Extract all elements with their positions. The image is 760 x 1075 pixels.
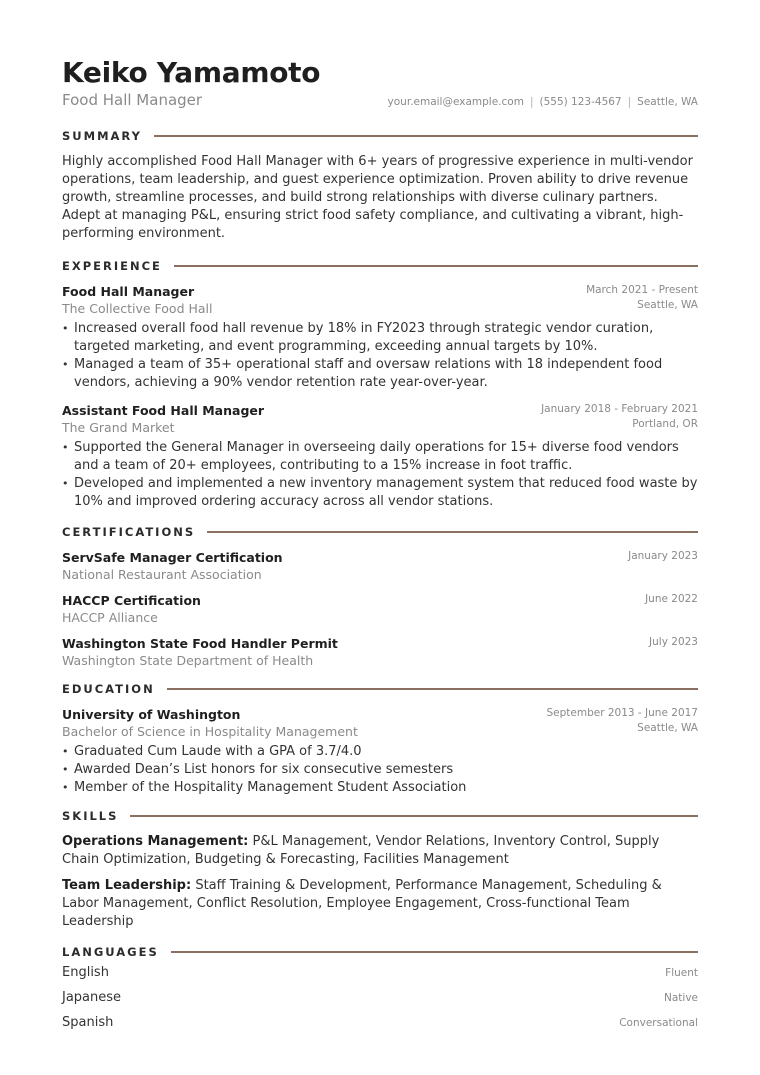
certification-entry bbox=[62, 592, 698, 627]
skill-group-text: Staff Training & Development, Performance Management, Scheduling & Labor Management, Conflict Resolution, Employee Engagement, Cross-functional Team Leadership bbox=[62, 878, 662, 929]
job-dates: January 2018 - February 2021 bbox=[541, 403, 698, 415]
language-name: Japanese bbox=[62, 990, 122, 1005]
job-location: Seattle, WA bbox=[637, 299, 698, 311]
language-row bbox=[62, 965, 698, 990]
certification-issuer: Washington State Department of Health bbox=[62, 653, 314, 668]
job-title: Food Hall Manager bbox=[62, 284, 195, 299]
certification-title: Washington State Food Handler Permit bbox=[62, 636, 338, 651]
job-location: Portland, OR bbox=[632, 418, 698, 430]
entry-meta bbox=[541, 402, 698, 432]
bullet-list bbox=[62, 439, 698, 511]
education-heading-label: EDUCATION bbox=[62, 682, 155, 696]
bullet-item: • Awarded Dean’s List honors for six consecutive semesters bbox=[62, 761, 698, 779]
job-title: Assistant Food Hall Manager bbox=[62, 403, 265, 418]
certification-date: July 2023 bbox=[649, 636, 698, 648]
certification-entry bbox=[62, 635, 698, 670]
candidate-name: Keiko Yamamoto bbox=[62, 56, 321, 89]
skill-group-text: P&L Management, Vendor Relations, Inventory Control, Supply Chain Optimization, Budgeting & Forecasting, Facilities Management bbox=[62, 834, 660, 867]
skill-group bbox=[62, 877, 698, 931]
section-rule bbox=[130, 815, 698, 817]
bullet-item: • Member of the Hospitality Management Student Association bbox=[62, 779, 698, 797]
header-subrow bbox=[62, 91, 698, 109]
language-level: Fluent bbox=[665, 967, 698, 979]
job-dates: March 2021 - Present bbox=[586, 284, 698, 296]
entry-header bbox=[62, 549, 698, 584]
entry-meta bbox=[547, 706, 699, 736]
certifications-heading-label: CERTIFICATIONS bbox=[62, 525, 196, 539]
bullet-item: • Supported the General Manager in overseeing daily operations for 15+ diverse food vendors and a team of 20+ employees, contributing to a 15% increase in foot traffic. bbox=[62, 439, 698, 475]
language-level: Native bbox=[664, 992, 698, 1004]
bullet-item: • Increased overall food hall revenue by 18% in FY2023 through strategic vendor curation, targeted marketing, and event programming, exceeding annual targets by 10%. bbox=[62, 320, 698, 356]
school-name: University of Washington bbox=[62, 707, 241, 722]
language-row bbox=[62, 1015, 698, 1040]
employer: The Grand Market bbox=[62, 420, 175, 435]
experience-entry bbox=[62, 283, 698, 392]
language-level: Conversational bbox=[619, 1017, 698, 1029]
summary-heading bbox=[62, 129, 698, 143]
bullet-list bbox=[62, 320, 698, 392]
summary-heading-label: SUMMARY bbox=[62, 129, 142, 143]
degree: Bachelor of Science in Hospitality Management bbox=[62, 724, 358, 739]
contact-location: Seattle, WA bbox=[637, 96, 698, 108]
section-rule bbox=[167, 688, 698, 690]
certification-date: June 2022 bbox=[645, 593, 698, 605]
section-rule bbox=[154, 135, 698, 137]
bullet-item: • Developed and implemented a new inventory management system that reduced food waste by 10% and improved ordering accuracy across all vendor stations. bbox=[62, 475, 698, 511]
experience-entry bbox=[62, 402, 698, 511]
contact-email[interactable]: your.email@example.com bbox=[387, 96, 524, 108]
bullet-item: • Graduated Cum Laude with a GPA of 3.7/4.0 bbox=[62, 743, 698, 761]
section-rule bbox=[171, 951, 698, 953]
bullet-list bbox=[62, 743, 698, 797]
certifications-heading bbox=[62, 525, 698, 539]
experience-heading-label: EXPERIENCE bbox=[62, 259, 162, 273]
education-location: Seattle, WA bbox=[637, 722, 698, 734]
certification-entry bbox=[62, 549, 698, 584]
entry-header bbox=[62, 402, 698, 437]
entry-header bbox=[62, 706, 698, 741]
entry-header bbox=[62, 635, 698, 670]
certification-date: January 2023 bbox=[628, 550, 698, 562]
education-dates: September 2013 - June 2017 bbox=[546, 707, 698, 719]
entry-header bbox=[62, 592, 698, 627]
skills-heading bbox=[62, 809, 698, 823]
summary-text: Highly accomplished Food Hall Manager with 6+ years of progressive experience in multi-vendor operations, team leadership, and guest experience optimization. Proven ability to drive revenue growth, streamline processes, and build strong relationships with diverse culinary partners. Adept at managing P&L, ensuring strict food safety compliance, and cultivating a vibrant, high-performing environment. bbox=[62, 154, 693, 241]
entry-meta bbox=[586, 283, 698, 313]
section-rule bbox=[207, 531, 698, 533]
education-heading bbox=[62, 682, 698, 696]
certification-title: ServSafe Manager Certification bbox=[62, 550, 283, 565]
employer: The Collective Food Hall bbox=[62, 301, 213, 316]
candidate-role: Food Hall Manager bbox=[62, 91, 203, 109]
language-row bbox=[62, 990, 698, 1015]
certification-issuer: HACCP Alliance bbox=[62, 610, 158, 625]
contact-separator: | bbox=[529, 96, 534, 108]
contact-separator: | bbox=[627, 96, 632, 108]
section-rule bbox=[174, 265, 698, 267]
languages-heading-label: LANGUAGES bbox=[62, 945, 159, 959]
contact-info bbox=[388, 96, 698, 108]
entry-header bbox=[62, 283, 698, 318]
certification-issuer: National Restaurant Association bbox=[62, 567, 262, 582]
contact-phone[interactable]: (555) 123-4567 bbox=[539, 96, 622, 108]
certification-title: HACCP Certification bbox=[62, 593, 201, 608]
language-name: Spanish bbox=[62, 1015, 114, 1030]
skills-heading-label: SKILLS bbox=[62, 809, 119, 823]
language-name: English bbox=[62, 965, 109, 980]
skill-group-label: Team Leadership: bbox=[62, 878, 192, 893]
languages-heading bbox=[62, 945, 698, 959]
skill-group-label: Operations Management: bbox=[62, 834, 249, 849]
experience-heading bbox=[62, 259, 698, 273]
skill-group bbox=[62, 833, 698, 869]
bullet-item: • Managed a team of 35+ operational staff and oversaw relations with 18 independent food vendors, achieving a 90% vendor retention rate year-over-year. bbox=[62, 356, 698, 392]
education-entry bbox=[62, 706, 698, 797]
